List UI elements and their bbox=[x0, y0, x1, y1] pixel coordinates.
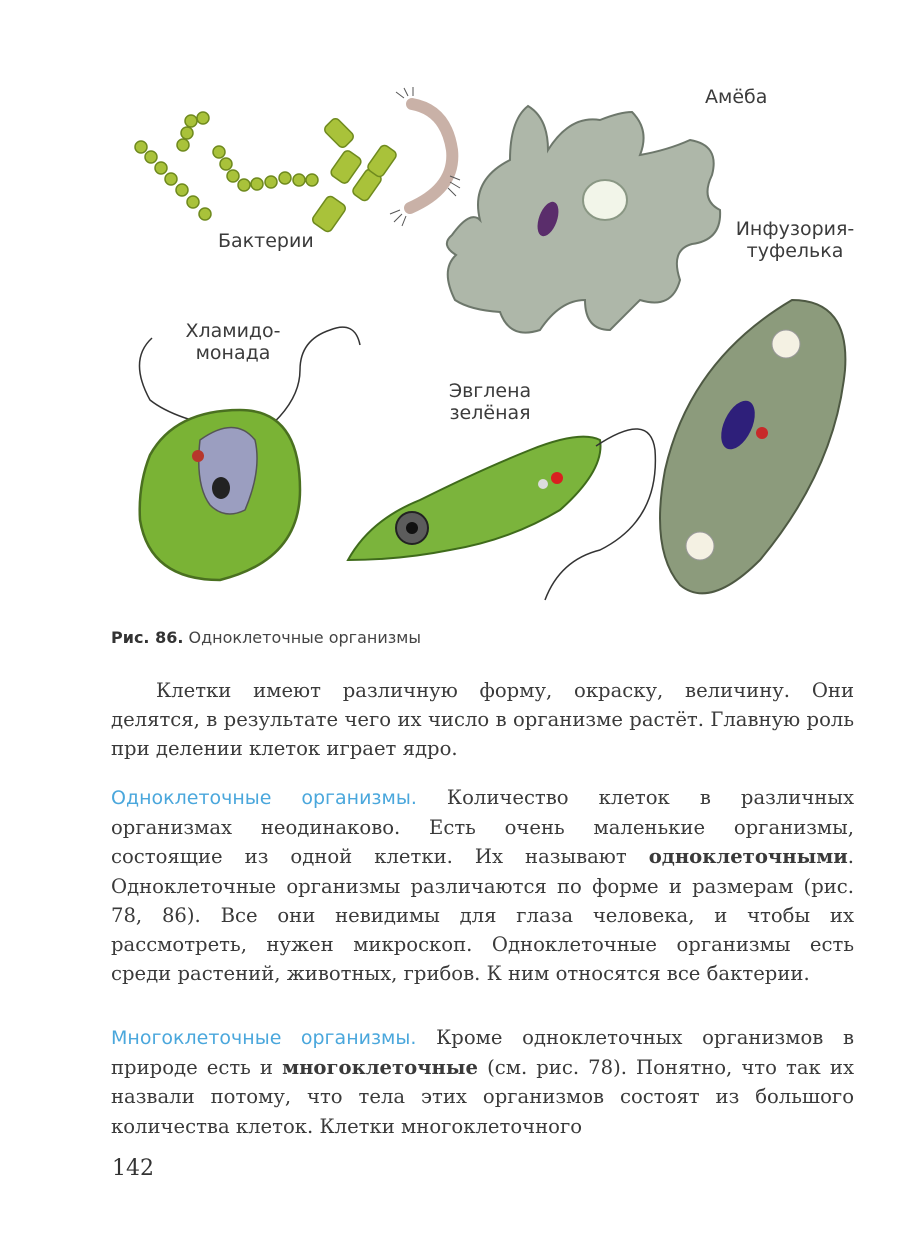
chlamydomonas-label bbox=[178, 320, 288, 364]
bacteria-drawing bbox=[135, 112, 398, 233]
ameba-label: Амёба bbox=[705, 86, 768, 108]
paragraph-2-text-1: Количество клеток в различных организмах неодинаково. Есть очень маленькие организмы, состоящие из одной клетки. Их называют bbox=[111, 786, 854, 869]
paragraph-unicellular bbox=[111, 783, 854, 988]
bacteria-label: Бактерии bbox=[218, 230, 314, 252]
chlamydomonas-label-line1: Хламидо- bbox=[185, 320, 281, 342]
paragraph-3 bbox=[111, 1023, 854, 1141]
paragraph-multicellular bbox=[111, 1023, 854, 1141]
term-unicellular: одноклеточными bbox=[648, 845, 848, 869]
euglena-label-line1: Эвглена bbox=[448, 380, 532, 402]
paragraph-3-text-1: Кроме одноклеточных организмов в природе есть и bbox=[111, 1026, 854, 1080]
figure-caption bbox=[111, 628, 421, 647]
infusoria-label bbox=[735, 218, 855, 262]
paragraph-3-text-2: (см. рис. 78). Понятно, что так их назвали потому, что тела этих организмов состоят из большого количества клеток. Клетки многоклеточного bbox=[111, 1056, 854, 1138]
figure-caption-text: Одноклеточные организмы bbox=[183, 628, 421, 647]
paragraph-2-text-2: . Одноклеточные организмы различаются по форме и размерам (рис. 78, 86). Все они невидимы для глаза человека, и чтобы их рассмотреть, нужен микроскоп. Одноклеточные организмы есть среди растений, животных, грибов. К ним относятся все бактерии. bbox=[111, 845, 854, 986]
infusoria-label-line2: туфелька bbox=[746, 240, 844, 262]
chlamydomonas-drawing bbox=[139, 327, 360, 580]
infusoria-label-line1: Инфузория- bbox=[735, 218, 855, 240]
infusoria-drawing bbox=[660, 300, 845, 593]
section-heading-multicellular: Многоклеточные организмы. bbox=[111, 1027, 417, 1049]
section-heading-unicellular: Одноклеточные организмы. bbox=[111, 787, 417, 809]
paragraph-1-text: Клетки имеют различную форму, окраску, величину. Они делятся, в результате чего их число в организме растёт. Главную роль при делении клеток играет ядро. bbox=[111, 679, 854, 761]
page-number: 142 bbox=[112, 1156, 154, 1181]
spirillum-drawing bbox=[410, 104, 452, 208]
paragraph-2 bbox=[111, 783, 854, 988]
chlamydomonas-label-line2: монада bbox=[195, 342, 271, 364]
figure-caption-number: Рис. 86. bbox=[111, 628, 184, 647]
euglena-label bbox=[440, 380, 540, 424]
euglena-label-line2: зелёная bbox=[449, 402, 531, 424]
euglena-drawing bbox=[348, 429, 655, 600]
ameba-drawing bbox=[447, 106, 720, 333]
term-multicellular: многоклеточные bbox=[282, 1056, 478, 1080]
paragraph-cell-division bbox=[111, 676, 854, 764]
